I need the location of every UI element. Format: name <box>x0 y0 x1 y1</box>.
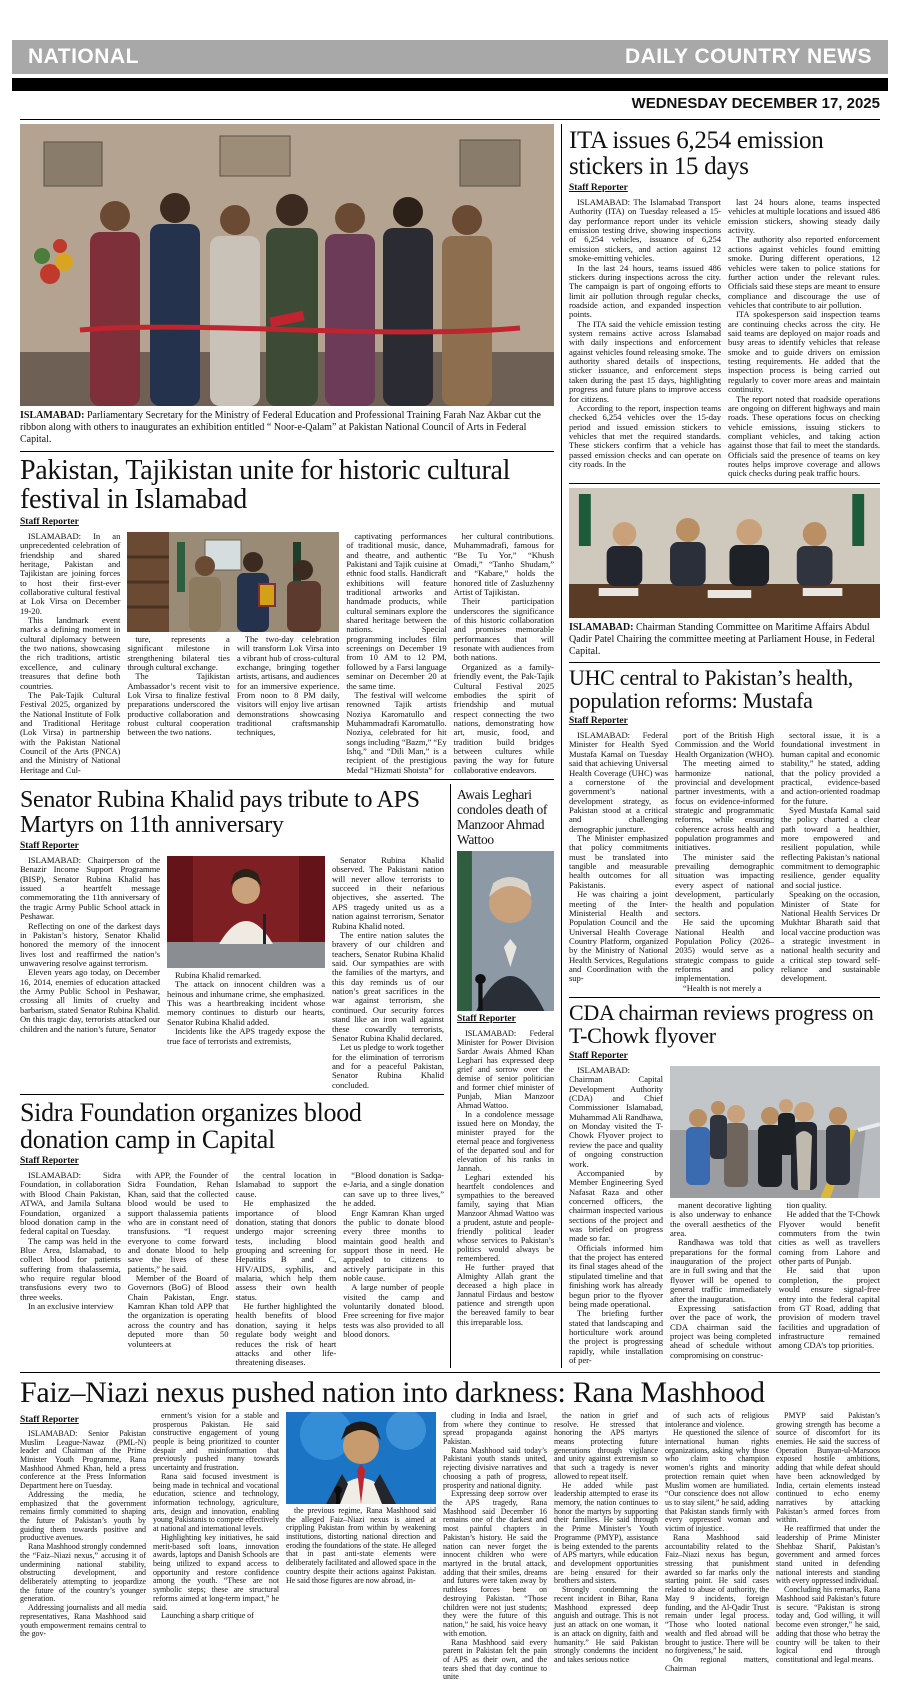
lead-photo-caption <box>20 410 554 447</box>
byline: Staff Reporter <box>569 1050 628 1061</box>
faiz-column-3 <box>286 1412 436 1682</box>
divider-rule <box>569 483 880 484</box>
uhc-body <box>569 731 880 993</box>
minister-photo-illustration <box>457 851 554 1011</box>
maritime-photo-caption <box>569 622 880 659</box>
article-column: cluding in India and Israel, from where they continue to spread propaganda against Pakistan. Rana Mashhood said today’s Pakistani youth stands united, rejecting divisive narratives and choosing a path of progress, prosperity and national dignity. Expressing deep sorrow over the APS tragedy, Rana Mashhood said December 16 remains one of the darkest and most painful chapters in Pakistan’s history. He said the nation can never forget the innocent children who were martyred in the brutal attack, adding that their smiles, dreams and futures were taken away by ruthless forces bent on destroying Pakistan. “Those children were not just students; they were the future of this nation,” he said, his voice heavy with emotion. Rana Mashhood said every parent in Pakistan felt the pain of APS as their own, and the tears shed that day continue to unite <box>443 1410 547 1682</box>
senator-at-desk-photo <box>167 856 325 968</box>
divider-rule <box>569 662 880 663</box>
divider-rule <box>20 451 554 452</box>
cda-right-columns <box>670 1201 880 1360</box>
pak-tajik-headline: Pakistan, Tajikistan unite for historic cultural festival in Islamabad <box>20 454 511 515</box>
faiz-column-1 <box>20 1412 146 1682</box>
article-column: ISLAMABAD: In an unprecedented celebration of friendship and shared heritage, Pakistan and Tajikistan are joining forces to host their first-ever collaborative cultural festival at Lok Virsa on December 19-20. This landmark event marks a defining moment in cultural diplomacy between the two nations, showcasing the rich traditions, artistic excellence, and culinary treasures that define both countries. The Pak-Tajik Cultural Festival 2025, organized by the National Institute of Folk and Traditional Heritage (Lok Virsa) in partnership with the Pakistan National Council of the Arts (PNCA) and the Ministry of National Heritage and Cul- <box>20 530 121 775</box>
article-column: ISLAMABAD: Chairman Capital Development Authority (CDA) and Chief Commissioner Islamabad, Muhammad Ali Randhawa, on Monday visited the T-Chowk Flyover project to review the pace and quality of ongoing construction work. Accompanied by Member Engineering Syed Nafasat Raza and other concerned officers, the chairman inspected various sections of the project and was briefed on progress made so far. Officials informed him that the project has entered its final stages ahead of the stipulated timeline and that finishing work has already begun prior to the flyover being made operational. The briefing further stated that landscaping and horticulture work around the project is progressing rapidly, while installation of per- <box>569 1064 663 1366</box>
article-column: ture, represents a significant milestone in strengthening bilateral ties through cultural exchange. The Tajikistan Ambassador’s recent visit to Lok Virsa to finalize festival preparations underscored the productive collaboration and robust cultural cooperation between the two nations. <box>127 633 230 738</box>
middle-band-left <box>20 784 450 1368</box>
article-column: tion quality. He added that the T-Chowk Flyover would benefit commuters from the twin cities as well as travellers coming from Lahore and other parts of Punjab. He said that upon completion, the project would ensure signal-free entry into the federal capital from GT Road, adding that provision of modern travel facilities and upgradation of infrastructure remained among CDA’s top priorities. <box>778 1199 880 1351</box>
exhibition-photo-illustration <box>20 124 554 406</box>
caption-text: Parliamentary Secretary for the Ministry of Federal Education and Professional Training Farah Naz Akbar cut the ribbon along with others to inaugurates an exhibition entitled “ Noor-e-Qalam” at Pakistan National Council of Arts in Federal Capital. <box>20 410 541 446</box>
pak-tajik-middle-columns <box>127 635 339 738</box>
rubina-headline: Senator Rubina Khalid pays tribute to APS Martyrs on 11th anniversary <box>20 787 420 839</box>
masthead-black-bar <box>12 78 888 91</box>
ita-headline: ITA issues 6,254 emission stickers in 15 days <box>569 127 824 180</box>
sidra-headline: Sidra Foundation organizes blood donation camp in Capital <box>20 1098 362 1155</box>
article-column: PMYP said Pakistan’s growing strength has become a source of discomfort for its enemies. He said the success of Operation Bunyan-ul-Marsoos exposed hostile ambitions, adding that while defeat should have been acknowledged by India, certain elements instead continued to echo enemy narratives by attacking Pakistan’s armed forces from within. He reaffirmed that under the leadership of Prime Minister Shehbaz Sharif, Pakistan’s government and armed forces stand united in defending national interests and standing with every oppressed individual. Concluding his remarks, Rana Mashhood said Pakistan’s future is secure. “Pakistan is strong today and, God willing, it will become even stronger,” he said, adding that those who betray the country will be taken to their logical end through constitutional and legal means. <box>776 1410 880 1664</box>
section-title: NATIONAL <box>28 45 139 68</box>
article-column: “Blood donation is Sadqa-e-Jaria, and a single donation can save up to three lives,” he added. Engr Kamran Khan urged the public to donate blood every three months to maintain good health and support those in need. He appealed to citizens to actively participate in this noble cause. A large number of people visited the camp and voluntarily donated blood. Free screening for five major tests was also provided to all blood donors. <box>343 1170 444 1340</box>
article-column: The two-day celebration will transform Lok Virsa into a vibrant hub of cross-cultural exchange, bringing together artists, artisans, and audiences for an immersive experience. From noon to 8 PM daily, visitors will enjoy live artisan demonstrations showcasing traditional craftsmanship techniques, <box>236 633 340 738</box>
faiz-body <box>20 1412 880 1682</box>
main-content <box>20 124 880 1368</box>
byline: Staff Reporter <box>20 1414 79 1425</box>
article-column: ISLAMABAD: Chairperson of the Benazir Income Support Programme (BISP), Senator Rubina Khalid has issued a heartfelt message commemorating the 11th anniversary of the tragic Army Public School attack in Peshawar. Reflecting on one of the darkest days in Pakistan’s history, Senator Khalid honored the memory of the innocent lives lost and reaffirmed the nation’s unwavering resolve against terrorism. Eleven years ago today, on December 16, 2014, enemies of education attacked the Army Public School in Peshawar, crossing all limits of cruelty and barbarism, stated Senator Rubina Khalid. On this tragic day, terrorists attacked our children and the nation’s future, Senator <box>20 855 160 1034</box>
caption-dateline: ISLAMABAD: <box>569 621 634 633</box>
committee-photo-illustration <box>569 488 880 618</box>
left-region <box>20 124 561 1368</box>
exhibition-ribbon-cutting-photo <box>20 124 554 406</box>
press-conference-speaker-photo <box>286 1412 436 1504</box>
byline: Staff Reporter <box>569 183 628 193</box>
article-column: her cultural contributions. Muhammadrafi, famous for “Be Tu Yor,” “Khush Omadi,” “Tanho Shudam,” and “Kabare,” holds the honored title of Zasluzhenny Artist of Tajikistan. Their participation underscores the significance of this historic collaboration and promises memorable performances that will resonate with audiences from both nations. Organized as a family-friendly event, the Pak-Tajik Cultural Festival 2025 embodies the spirit of friendship and mutual respect connecting the two nations, demonstrating how art, music, food, and tradition build bridges between cultures while paving the way for future collaborative endeavors. <box>453 530 554 775</box>
byline: Staff Reporter <box>20 1156 79 1167</box>
article-column: last 24 hours alone, teams inspected vehicles at multiple locations and issued 486 emission stickers, showing steady daily activity. The authority also reported enforcement actions against vehicles found emitting smoke. During different operations, 12 vehicles were taken to police stations for further action under the relevant rules. Officials said these steps are meant to ensure compliance and discourage the use of vehicles that contribute to air pollution. ITA spokesperson said inspection teams are continuing checks across the city. He said teams are deployed on major roads and busy areas to identify vehicles that release smoke and to guide drivers on emission testing requirements. He added that the inspection process is being carried out regularly to cover more areas and maintain continuity. The report noted that roadside operations are ongoing on different highways and main roads. These operations focus on checking vehicle emissions, issuing stickers to compliant vehicles, and taking action against those that fail to meet the standards. Officials said the presence of teams on key routes helps improve coverage and allows quick checks during peak traffic hours. <box>728 197 880 479</box>
gift-exchange-office-photo <box>127 532 339 632</box>
flyover-photo-illustration <box>670 1066 880 1198</box>
article-column: Rubina Khalid remarked. The attack on innocent children was a heinous and inhumane crime, she emphasized. This was a heartbreaking incident whose memory continues to disturb our hearts, Senator Rubina Khalid added. Incidents like the APS tragedy expose the true face of terrorists and extremists, <box>167 970 325 1046</box>
article-column: sectoral issue, it is a foundational investment in human capital and economic stability,” he stated, adding that the policy provided a practical, evidence-based and action-oriented roadmap for the future. Syed Mustafa Kamal said the policy charted a clear path toward a healthier, more empowered and resilient population, while reflecting Pakistan’s national commitment to demographic resilience, gender equality and social justice. Speaking on the occasion, Minister of State for National Health Services Dr Mukhtar Bharath said that local vaccine production was a strategic investment in national health security and a critical step toward self-reliance and sustainable development. <box>781 730 880 984</box>
article-awais <box>450 784 554 1368</box>
article-column: the central location in Islamabad to support the cause. He emphasized the importance of blood donation, stating that donors undergo major screening tests, including blood grouping and screening for Hepatitis B and C, HIV/AIDS, syphilis, and malaria, which help them assess their own health status. He further highlighted the health benefits of blood donation, saying it helps regulate body weight and reduces the risk of heart attacks and other life-threatening diseases. <box>235 1170 337 1368</box>
cda-headline: CDA chairman reviews progress on T-Chowk flyover <box>569 1000 874 1049</box>
caption-dateline: ISLAMABAD: <box>20 410 85 421</box>
masthead-rule <box>20 119 880 120</box>
divider-rule <box>20 1094 444 1095</box>
article-column: ISLAMABAD: The Islamabad Transport Authority (ITA) on Tuesday released a 15-day performance report under its vehicle emission testing drive, showing inspections of 6,254 vehicles, issuance of 6,254 emission stickers, and action against 12 smoke-emitting vehicles. In the last 24 hours, teams issued 486 stickers during inspections across the city. The campaign is part of ongoing efforts to limit air pollution through regular checks, roadside action, and expanded inspection points. The ITA said the vehicle emission testing system remains active across Islamabad with daily inspections and enforcement against vehicles found releasing smoke. The authority shared details of inspections, sticker issuance, and enforcement steps taken during the past 15 days, highlighting progress and future plans to improve access for citizens. According to the report, inspection teams checked 6,254 vehicles over the 15-day period and issued emission stickers to vehicles that met the required standards. These stickers confirm that a vehicle has passed emission checks and can operate on city roads. In the <box>569 197 721 470</box>
article-sidra <box>20 1099 444 1368</box>
byline: Staff Reporter <box>20 841 79 852</box>
middle-band <box>20 784 554 1368</box>
article-rubina <box>20 788 444 1090</box>
article-column: ISLAMABAD: Federal Minister for Health Syed Mustafa Kamal on Tuesday said that achieving Universal Health Coverage (UHC) was a cornerstone of the government’s national development strategy, as Pakistan stood at a critical and challenging demographic juncture. The Minister emphasized that policy commitments must be translated into tangible and measurable health outcomes for all Pakistanis. He was chairing a joint meeting of the Inter-Ministerial Health and Population Council and the Universal Health Coverage Country Platform, organized by the Ministry of National Health Services, Regulations and Coordination with the sup- <box>569 730 668 984</box>
article-column: the nation in grief and resolve. He stressed that honoring the APS martyrs means protecting future generations through vigilance and unity against extremism so that such a tragedy is never allowed to repeat itself. He added while past leadership attempted to erase its memory, the nation continues to honor the martyrs by supporting their families. He said through the Prime Minister’s Youth Programme (PMYP), assistance is being extended to the parents of APS martyrs, while education and development opportunities are being ensured for their brothers and sisters. Strongly condemning the recent incident in Bihar, Rana Mashhood expressed deep anguish and outrage. This is not just an attack on one woman, it is an attack on dignity, faith and humanity.” He said Pakistan strongly condemns the incident and takes serious notice <box>554 1410 658 1664</box>
cda-body <box>569 1066 880 1366</box>
office-photo-illustration <box>127 532 339 632</box>
rubina-body <box>20 856 444 1090</box>
article-uhc <box>569 667 880 993</box>
article-column: captivating performances of traditional music, dance, and theatre, and authentic Pakistani and Tajik cuisine at ethnic food stalls. Handicraft exhibitions will feature traditional artworks and handmade products, while cultural seminars explore the shared heritage between the nations. Special programming includes film screenings on December 19 from 10 AM to 12 PM, followed by a Farsi language seminar on December 20 at the same time. The festival will welcome renowned Tajik artists Noziya Karomatullo and Muhammadrafi Karomatullo. Noziya, celebrated for hit songs including “Bazm,” “Ey Ishq,” and “Dili Man,” is a recipient of the prestigious Medal “Hizmati Shoista” for <box>346 530 447 775</box>
article-column: of such acts of religious intolerance and violence. He questioned the silence of international human rights organizations, asking why those who claim to champion women’s rights and minority protection remain quiet when Muslim women are humiliated. “Our conscience does not allow us to stay silent,” he said, adding that Pakistan stands firmly with every oppressed woman and victim of injustice. Rana Mashhood said accountability related to the Faiz–Niazi nexus has begun, stressing that punishment awarded so far marks only the starting point. He said cases related to abuse of authority, the May 9 incidents, foreign funding, and the Al-Qadir Trust remain under legal process. “Those who looted national wealth and fled abroad will be brought to justice. There will be no forgiveness,” he said. On regional matters, Chairman <box>665 1410 769 1673</box>
divider-rule <box>569 997 880 998</box>
ita-body <box>569 198 880 479</box>
rubina-middle <box>167 856 325 1090</box>
article-column: ISLAMABAD: Senior Pakistan Muslim League-Nawaz (PML-N) leader and Chairman of the Prime Minister Youth Programme, Rana Mashhood Ahmed Khan, held a press conference at the Press Information Department here on Tuesday. Addressing the media, he emphasized that the government remains firmly committed to shaping the future of Pakistan’s youth by guiding them towards positive and productive avenues. Rana Mashhood strongly condemned the “Faiz–Niazi nexus,” accusing it of undermining national stability, obstructing development, and deliberately attempting to jeopardize the future of the country’s younger generation. Addressing journalists and all media representatives, Rana Mashhood said youth empowerment remains central to the gov- <box>20 1428 146 1639</box>
article-column: ISLAMABAD: Sidra Foundation, in collaboration with Blood Chain Pakistan, ATWA, and Jamila Sultana Foundation, organized a blood donation camp in the federal capital on Tuesday. The camp was held in the Blue Area, Islamabad, to collect blood for patients suffering from thalassemia, who require regular blood transfusions every two to three weeks. In an exclusive interview <box>20 1170 121 1312</box>
article-ita <box>569 128 880 479</box>
byline: Staff Reporter <box>457 1013 516 1024</box>
article-faiz <box>20 1377 880 1682</box>
pak-tajik-body <box>20 532 554 775</box>
article-column: ernment’s vision for a stable and prosperous Pakistan. He said constructive engagement of young people is being prioritized to counter despair and misinformation that previously pushed many towards uncertainty and frustration. Rana said focused investment is being made in technical and vocational education, science and technology, information technology, agriculture, arts, design and innovation, enabling young Pakistanis to compete effectively at national and international levels. Highlighting key initiatives, he said merit-based soft loans, innovation awards, laptops and Danish Schools are being utilized to expand access to opportunity and restore confidence among the youth. “These are not symbolic steps; these are structural reforms aimed at long-term impact,” he said. Launching a sharp critique of <box>153 1410 279 1621</box>
paper-title: DAILY COUNTRY NEWS <box>624 45 872 68</box>
faiz-headline: Faiz–Niazi nexus pushed nation into darkness: Rana Mashhood <box>20 1375 765 1409</box>
sidra-body <box>20 1171 444 1368</box>
article-column: ISLAMABAD: Federal Minister for Power Division Sardar Awais Ahmed Khan Leghari has expressed deep grief and sorrow over the demise of senior politician and former chief minister of Punjab, Mian Manzoor Ahmad Wattoo. In a condolence message issued here on Monday, the minister prayed for the eternal peace and forgiveness of the departed soul and for elevation of his ranks in Jannah. Leghari extended his heartfelt condolences and sympathies to the bereaved family, saying that Mian Manzoor Ahmad Wattoo was a prudent, astute and people-friendly political leader whose services to Pakistan’s politics would always be remembered. He further prayed that Almighty Allah grant the deceased a high place in Jannatul Firdaus and bestow patience and strength upon the bereaved family to bear this irreparable loss. <box>457 1028 554 1327</box>
minister-portrait-photo <box>457 851 554 1011</box>
article-column: the previous regime, Rana Mashhood said the alleged Faiz–Niazi nexus is aimed at crippling Pakistan from within by weakening institutions, distorting national direction and eroding the foundations of the state. He alleged that in past anti-state elements were deliberately facilitated and allowed space in the country despite their actions against Pakistan. He said those figures are now abroad, in- <box>286 1505 436 1585</box>
article-column: port of the British High Commission and the World Health Organization (WHO). The meeting aimed to harmonize national, provincial and development partner investments, with a focus on evidence-informed strategic and programmatic reforms, while ensuring coherence across health and population programmes and initiatives. The minister said the prevailing demographic situation was impacting every aspect of national development, particularly the health and population sectors. He said the upcoming National Health and Population Policy (2026–2035) would serve as a strategic compass to guide reforms and policy implementation. “Health is not merely a <box>675 730 775 993</box>
cda-right <box>670 1066 880 1366</box>
masthead-bar <box>12 40 888 74</box>
bottom-article-rule <box>20 1372 880 1373</box>
caption-text: Chairman Standing Committee on Maritime Affairs Abdul Qadir Patel Chairing the committee meeting at Parliament House, in Federal Capital. <box>569 621 875 658</box>
divider-rule <box>20 779 554 780</box>
uhc-headline: UHC central to Pakistan’s health, population reforms: Mustafa <box>569 665 853 714</box>
committee-meeting-photo <box>569 488 880 618</box>
byline: Staff Reporter <box>20 516 79 527</box>
byline: Staff Reporter <box>569 716 628 727</box>
right-region <box>561 124 880 1368</box>
edition-date: WEDNESDAY DECEMBER 17, 2025 <box>631 95 880 112</box>
officials-on-flyover-photo <box>670 1066 880 1198</box>
awais-headline: Awais Leghari condoles death of Manzoor Ahmad Wattoo <box>457 787 548 847</box>
article-column: manent decorative lighting is also underway to enhance the overall aesthetics of the area. Randhawa was told that preparations for the formal inauguration of the project are in full swing and that the flyover will be opened to general traffic immediately after the inauguration. Expressing satisfaction over the pace of work, the CDA chairman said the project was being completed ahead of schedule without compromising on construc- <box>670 1199 772 1360</box>
article-column: with APP, the Founder of Sidra Foundation, Rehan Khan, said that the collected blood would be used to support thalassemia patients who are in constant need of transfusions. “I request everyone to come forward and donate blood to help save the lives of these patients,” he said. Member of the Board of Governors (BoG) of Blood Chain Pakistan, Engr. Kamran Khan told APP that the organization is operating across the country and has deputed more than 50 volunteers at <box>127 1170 229 1349</box>
senator-photo-illustration <box>167 856 325 968</box>
article-pak-tajik <box>20 456 554 776</box>
speaker-photo-illustration <box>286 1412 436 1504</box>
pak-tajik-middle <box>127 532 339 775</box>
article-cda <box>569 1002 880 1365</box>
article-column: Senator Rubina Khalid observed. The Pakistani nation will never allow terrorists to succeed in their nefarious objectives, she asserted. The APS tragedy united us as a nation against terrorism, Senator Rubina Khalid noted. The entire nation salutes the bravery of our children and teachers, Senator Rubina Khalid said. Our sympathies are with the families of the martyrs, and this day reminds us of our nation’s great sacrifices in the war against terrorism, she continued. Our security forces stand like an iron wall against these cowardly terrorists, Senator Rubina Khalid declared. Let us pledge to work together for the elimination of terrorism and for a peaceful Pakistan, Senator Rubina Khalid concluded. <box>332 855 444 1090</box>
